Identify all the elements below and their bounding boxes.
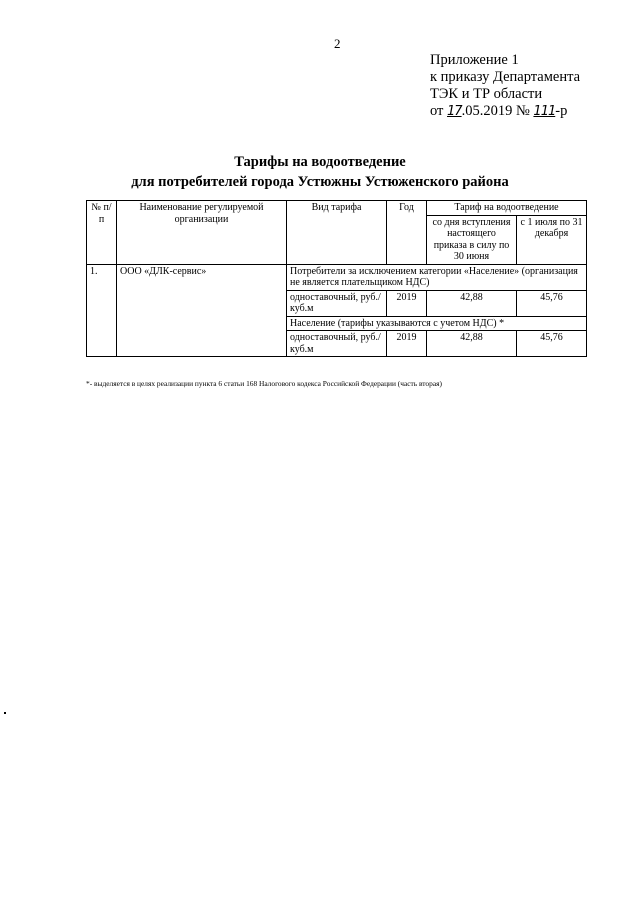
tariff-value-period-2: 45,76 [517,331,587,357]
appendix-header [430,52,580,120]
footnote: *- выделяется в целях реализации пункта 6 статьи 168 Налогового кодекса Российской Федерации (часть вторая) [86,379,442,388]
title-line-1: Тарифы на водоотведение [234,154,406,170]
tariff-type-cell: одноставочный, руб./куб.м [287,290,387,316]
tariff-value-period-1: 42,88 [427,290,517,316]
table-row [87,264,587,290]
header-organization: Наименование регулируемой организации [117,201,287,265]
order-number-suffix: -р [555,103,568,119]
appendix-line-2: к приказу Департамента [430,69,581,85]
document-title [0,152,640,192]
appendix-line-1: Приложение 1 [430,52,519,68]
table-header-row [87,201,587,216]
tariff-type-cell: одноставочный, руб./куб.м [287,331,387,357]
tariff-value-period-2: 45,76 [517,290,587,316]
header-year: Год [387,201,427,265]
date-rest: .05.2019 № [461,103,534,119]
header-tariff-group: Тариф на водоотведение [427,201,587,216]
header-period-1: со дня вступления настоящего приказа в силу по 30 июня [427,215,517,264]
date-prefix: от [430,103,448,119]
header-num: № п/п [87,201,117,265]
tariff-table [86,200,587,357]
tariff-value-period-1: 42,88 [427,331,517,357]
consumer-group-label: Потребители за исключением категории «Население» (организация не является плательщиком НДС) [287,264,587,290]
title-line-2: для потребителей города Устюжны Устюженского района [131,174,509,190]
year-cell: 2019 [387,290,427,316]
header-tariff-type: Вид тарифа [287,201,387,265]
population-group-label: Население (тарифы указываются с учетом НДС) * [287,316,587,331]
header-period-2: с 1 июля по 31 декабря [517,215,587,264]
year-cell: 2019 [387,331,427,357]
scan-speck [4,712,6,714]
organization-name: ООО «ДЛК-сервис» [117,264,287,357]
handwritten-order-number: 111 [533,104,556,119]
appendix-line-3: ТЭК и ТР области [430,86,543,102]
order-date-line [430,103,580,120]
page-number: 2 [334,36,341,51]
handwritten-day: 17 [447,104,462,119]
row-number: 1. [87,264,117,357]
